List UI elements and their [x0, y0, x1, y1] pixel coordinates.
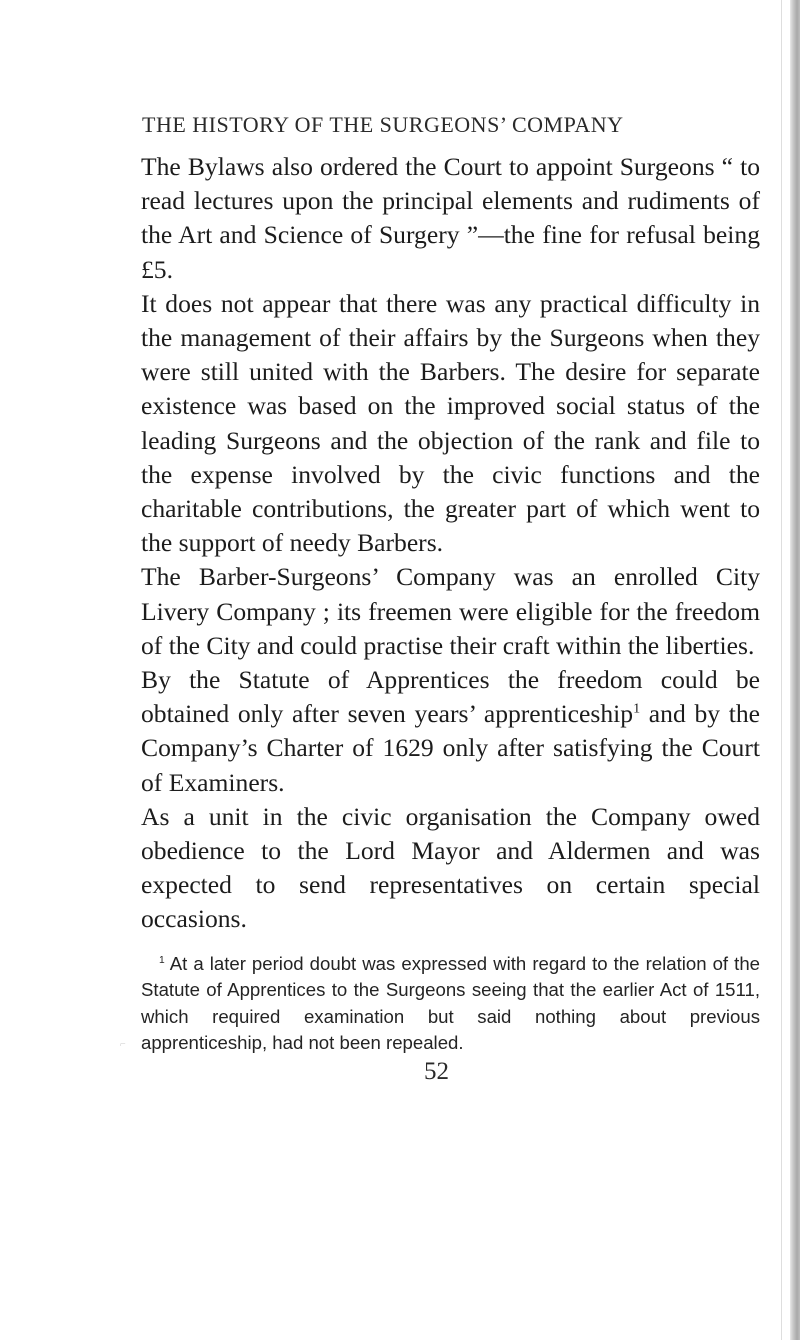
- apprentices-text-after: and by the Company’s Charter of 1629 only after satisfying the Court of Examiners.: [141, 699, 760, 797]
- page-edge-shadow: [790, 0, 800, 1340]
- paragraph-civic-organisation: As a unit in the civic organisation the Company owed obedience to the Lord Mayor and Aldermen and was expected to send representatives on certain special occasions.: [141, 801, 760, 934]
- paper-speck: ⌐: [120, 1039, 126, 1050]
- page-number: 52: [424, 1058, 449, 1085]
- running-head: THE HISTORY OF THE SURGEONS’ COMPANY: [142, 112, 624, 137]
- footnote: [141, 951, 760, 1057]
- paragraph-difficulty: It does not appear that there was any practical difficulty in the management of their affairs by the Surgeons when they were still united with the Barbers. The desire for separate existence was based on the improved social status of the leading Surgeons and the objection of the rank and file to the expense involved by the civic functions and the charitable contributions, the greater part of which went to the support of needy Barbers.: [141, 288, 760, 558]
- footnote-reference-marker: 1: [633, 700, 641, 717]
- apprentices-text-before: By the Statute of Apprentices the freedom could be obtained only after seven years’ apprenticeship: [141, 665, 760, 729]
- paragraph-livery-company: The Barber-Surgeons’ Company was an enrolled City Livery Company ; its freemen were eligible for the freedom of the City and could practise their craft within the liberties.: [141, 562, 760, 660]
- body-text: [141, 150, 760, 937]
- paragraph-apprentices: [141, 663, 760, 800]
- footnote-text: At a later period doubt was expressed with regard to the relation of the Statute of Apprentices to the Surgeons seeing that the earlier Act of 1511, which required examination but said nothing about previous apprenticeship, had not been repealed.: [141, 953, 760, 1054]
- paragraph-bylaws: The Bylaws also ordered the Court to appoint Surgeons “ to read lectures upon the principal elements and rudiments of the Art and Science of Surgery ”—the fine for refusal being £5.: [141, 152, 760, 284]
- page-edge-line: [781, 0, 782, 1340]
- footnote-marker: 1: [159, 954, 165, 966]
